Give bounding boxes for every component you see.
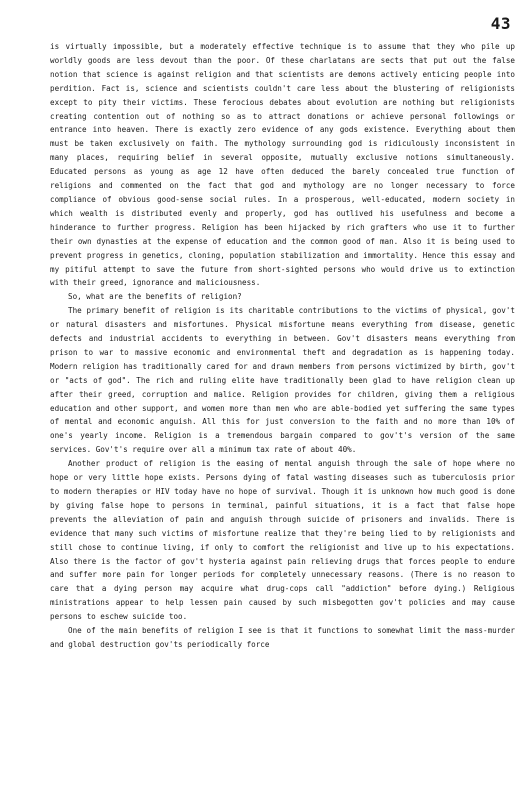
- paragraph-hope: Another product of religion is the easing of mental anguish through the sale of hope where no hope or very little hope exists. Persons dying of fatal wasting diseases such as tuberculosis prior to modern therapies or HIV today have no hope of survival. Though it is unknown how much good is done by giving false hope to persons in terminal, painful situations, it is a fact that false hope prevents the alleviation of pain and anguish through suicide of prisoners and invalids. There is evidence that many such victims of misfortune realize that they're being lied to by religionists and still chose to continue living, if only to comfort the religionist and live up to his expectations. Also there is the factor of gov't hysteria against pain relieving drugs that forces people to endure and suffer more pain for longer periods for completely unnecessary reasons. (There is no reason to care that a dying person may acquire what drug-cops call "addiction" before dying.) Religious ministrations appear to help lessen pain caused by such misbegotten gov't policies and may cause persons to eschew suicide too.: [50, 459, 515, 622]
- paragraph-war: One of the main benefits of religion I see is that it functions to somewhat limit the mass-murder and global destruction gov'ts periodically force: [50, 626, 515, 649]
- essay-body: [50, 40, 515, 652]
- paragraph-charity: The primary benefit of religion is its charitable contributions to the victims of physical, gov't or natural disasters and misfortunes. Physical misfortune means everything from disease, genetic defects and industrial accidents to everything in between. Gov't disasters means everything from prison to war to massive economic and environmental theft and degradation as is happening today. Modern religion has traditionally cared for and drawn members from persons victimized by birth, gov't or "acts of god". The rich and ruling elite have traditionally been glad to have religion clean up after their greed, corruption and malice. Religion provides for children, giving them a religious education and other support, and women more than men who are able-bodied yet suffering the same types of mental and economic anguish. All this for just conversion to the faith and no more than 10% of one's yearly income. Religion is a tremendous bargain compared to gov't's version of the same services. Gov't's require over all a minimum tax rate of about 40%.: [50, 306, 515, 455]
- page-number: 43: [490, 14, 511, 33]
- paragraph-continuation: is virtually impossible, but a moderately effective technique is to assume that they who pile up worldly goods are less devout than the poor. Of these charlatans are sects that put out the false notion that science is against religion and that scientists are demons actively enticing people into perdition. Fact is, science and scientists couldn't care less about the blustering of religionists except to pity their victims. These ferocious debates about evolution are nothing but religionists creating contention out of nothing so as to attract donations or achieve personal followings or entrance into heaven. There is exactly zero evidence of any gods existence. Everything about them must be taken exclusively on faith. The mythology surrounding god is ridiculously inconsistent in many places, requiring belief in several opposite, mutually exclusive notions simultaneously. Educated persons as young as age 12 have often deduced the barely concealed true function of religions and commented on the fact that god and mythology are no longer necessary to force compliance of obvious good-sense social rules. In a prosperous, well-educated, modern society in which wealth is distributed evenly and properly, god has outlived his usefulness and become a hinderance to further progress. Religion has been hijacked by rich grafters who use it to further their own dynasties at the expense of education and the common good of man. Also it is being used to prevent progress in genetics, cloning, population stabilization and immortality. Hence this essay and my pitiful attempt to save the future from short-sighted persons who would drive us to extinction with their greed, ignorance and maliciousness.: [50, 42, 515, 288]
- paragraph-question: So, what are the benefits of religion?: [68, 292, 242, 302]
